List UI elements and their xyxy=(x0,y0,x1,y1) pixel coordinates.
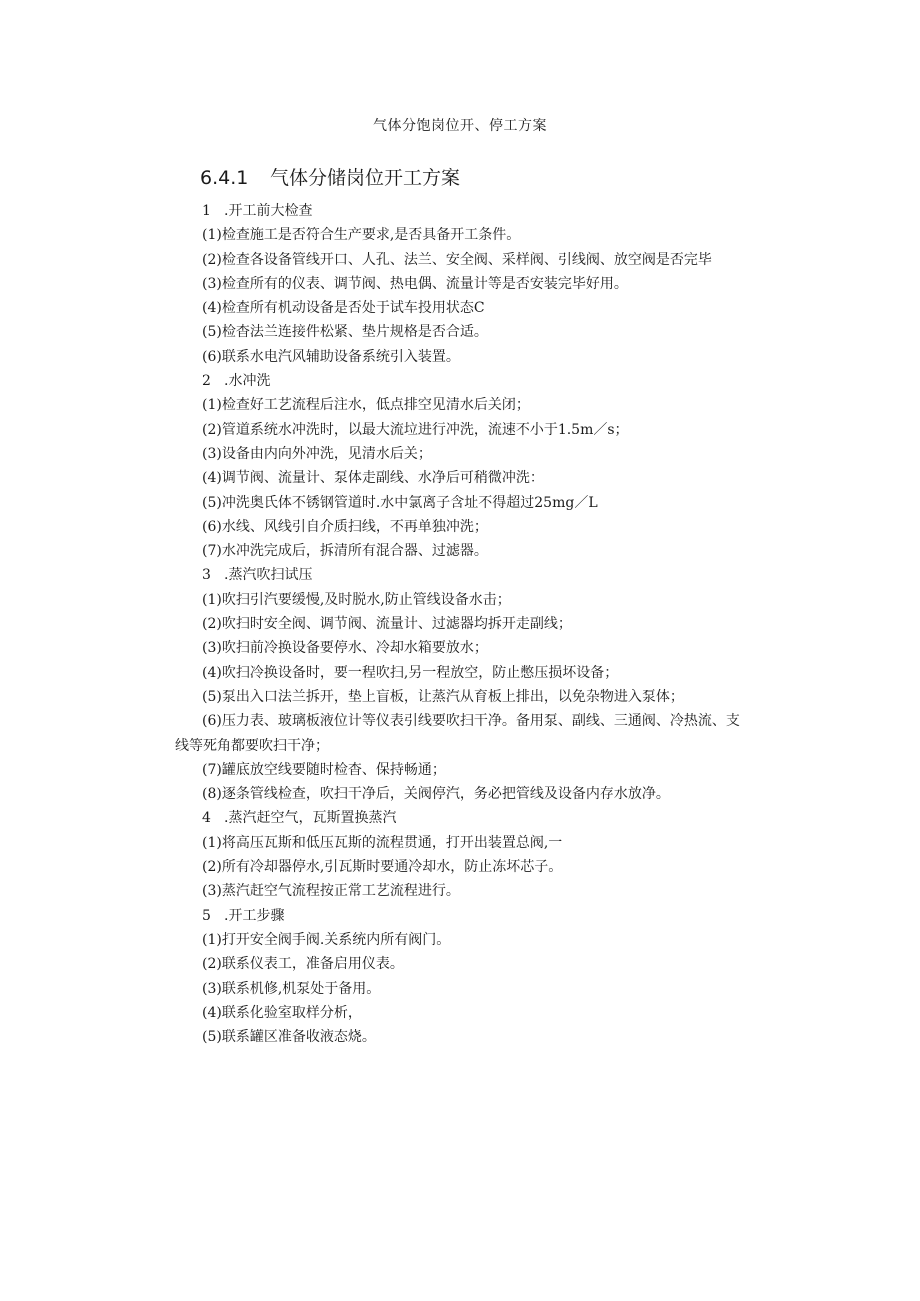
list-item: (2)所有冷却器停水,引瓦斯时要通冷却水，防止冻坏芯子。 xyxy=(202,859,563,876)
list-item: (1)检查施工是否符合生产要求,是否具备开工条件。 xyxy=(202,227,521,244)
list-item: (4)调节阀、流量计、泵体走副线、水净后可稍微冲洗： xyxy=(202,470,544,487)
list-heading-text: .蒸汽吹扫试压 xyxy=(224,567,313,584)
list-heading-text: .水冲洗 xyxy=(224,373,271,390)
list-heading xyxy=(175,199,805,223)
list-item: (3)设备由内向外冲洗，见清水后关； xyxy=(202,445,432,462)
list-heading-number: 1 xyxy=(202,203,211,219)
list-item: (1)吹扫引汽要缓慢,及时脱水,防止管线设备水击； xyxy=(202,591,511,608)
section-number: 6.4.1 xyxy=(200,167,249,189)
list-item: (3)检查所有的仪表、调节阀、热电偶、流量计等是否安装完毕好用。 xyxy=(202,275,628,292)
list-heading xyxy=(175,806,805,830)
list-item: (3)蒸汽赶空气流程按正常工艺流程进行。 xyxy=(202,883,460,900)
list-item: (1)将高压瓦斯和低压瓦斯的流程贯通，打开出装置总阀,一 xyxy=(202,834,563,851)
document-body xyxy=(175,199,805,1049)
list-item: (2)吹扫时安全阀、调节阀、流量计、过滤器均拆开走副线； xyxy=(202,616,572,633)
list-item: (3)吹扫前冷换设备要停水、冷却水箱要放水； xyxy=(202,640,488,657)
list-item-continuation: 线等死角都要吹扫干净； xyxy=(175,737,329,754)
list-heading-text: .开工前大检查 xyxy=(224,203,313,219)
list-heading xyxy=(175,904,805,928)
list-heading-number: 3 xyxy=(202,567,211,584)
list-item: (6)压力表、玻璃板液位计等仪表引线要吹扫干净。备用泵、副线、三通阀、冷热流、支 xyxy=(202,713,740,730)
list-item: (2)联系仪表工，准备启用仪表。 xyxy=(202,956,404,973)
list-item: (7)罐底放空线要随时检杳、保持畅通； xyxy=(202,761,446,778)
list-item: (6)联系水电汽风辅助设备系统引入装置。 xyxy=(202,348,460,365)
list-item: (8)逐条管线检查，吹扫干净后，关阀停汽，务必把管线及设备内存水放净。 xyxy=(202,786,670,803)
list-item: (5)检杳法兰连接件松紧、垫片规格是否合适。 xyxy=(202,324,488,341)
list-item: (5)联系罐区准备收液态烧。 xyxy=(202,1029,376,1046)
document-title: 气体分饱岗位开、停工方案 xyxy=(373,118,547,134)
list-heading-text: .蒸汽赶空气，瓦斯置换蒸汽 xyxy=(224,810,397,827)
list-heading xyxy=(175,563,805,587)
list-item: (2)管道系统水冲洗时，以最大流垃进行冲洗，流速不小于1.5m／s； xyxy=(202,421,629,438)
list-item: (3)联系机修,机泵处于备用。 xyxy=(202,980,381,997)
list-item: (6)水线、风线引自介质扫线，不再单独冲洗； xyxy=(202,518,488,535)
list-item: (2)检查各设备管线开口、人孔、法兰、安全阀、采样阀、引线阀、放空阀是否完毕 xyxy=(202,251,712,268)
list-item: (4)检查所有机动设备是否处于试车投用状态C xyxy=(202,300,485,317)
list-heading-number: 4 xyxy=(202,810,211,827)
list-heading-number: 5 xyxy=(202,907,211,924)
list-item: (4)联系化验室取样分析， xyxy=(202,1004,362,1021)
list-heading-number: 2 xyxy=(202,373,211,390)
list-item: (7)水冲洗完成后，拆清所有混合器、过滤器。 xyxy=(202,543,488,560)
list-item: (5)泵出入口法兰拆开，垫上盲板，让蒸汽从育板上排出，以免杂物进入泵体； xyxy=(202,688,684,705)
section-title: 气体分储岗位开工方案 xyxy=(270,167,461,189)
list-item: (4)吹扫冷换设备时，要一程吹扫,另一程放空，防止憋压损坏设备； xyxy=(202,664,619,681)
list-item: (1)检查好工艺流程后注水，低点排空见清水后关闭； xyxy=(202,397,530,414)
list-item: (1)打开安全阀手阀.关系统内所有阀门。 xyxy=(202,931,451,948)
list-heading-text: .开工步骤 xyxy=(224,907,285,924)
list-item: (5)冲洗奥氏体不锈钢管道时.水中氯离子含址不得超过25mg／L xyxy=(202,494,598,511)
section-heading xyxy=(200,163,460,190)
list-heading xyxy=(175,369,805,393)
